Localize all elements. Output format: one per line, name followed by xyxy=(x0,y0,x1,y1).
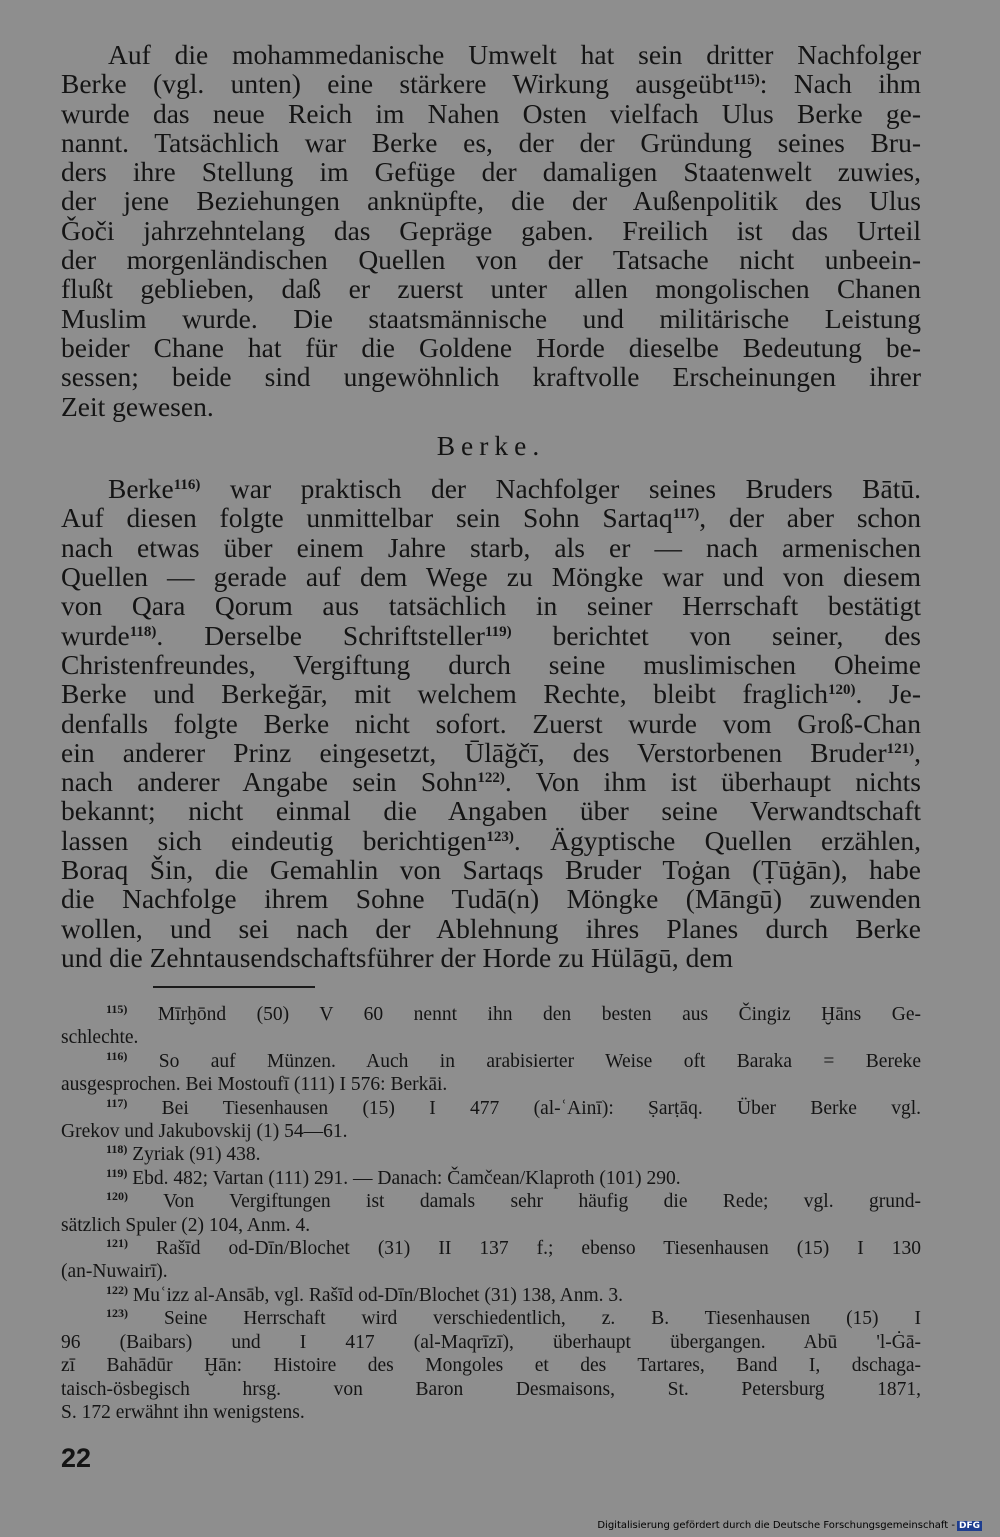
footnote-line: $^{118)}$ Zyriak (91) 438. xyxy=(106,1142,261,1166)
text-line: Berke$^{116)}$ war praktisch der Nachfolger seines Bruders Bātū. xyxy=(108,473,921,505)
text-line: der morgenländischen Quellen von der Tatsache nicht unbeein- xyxy=(61,244,921,276)
text-line: ein anderer Prinz eingesetzt, Ūlāğčī, des Verstorbenen Bruder$^{121)}$, xyxy=(61,736,921,768)
digitization-credit: Digitalisierung gefördert durch die Deutsche Forschungsgemeinschaft - DFG xyxy=(597,1520,980,1531)
footnote-line: sätzlich Spuler (2) 104, Anm. 4. xyxy=(61,1214,311,1236)
text-line: nannt. Tatsächlich war Berke es, der der Gründung seines Bru- xyxy=(61,126,921,158)
footnote-number: 118) xyxy=(106,1142,128,1157)
text-line: von Qara Qorum aus tatsächlich in seiner Herrschaft bestätigt xyxy=(61,590,921,622)
footnote-line: $^{121)}$ Rašīd od-Dīn/Blochet (31) II 137 f.; ebenso Tiesenhausen (15) I 130 xyxy=(106,1236,921,1260)
text-line: Ǧoči jahrzehntelang das Gepräge gaben. Freilich ist das Urteil xyxy=(61,214,921,246)
main-text xyxy=(61,40,921,972)
footnote-ref[interactable]: 123) xyxy=(486,828,514,845)
footnote-line: $^{115)}$ Mīrḫōnd (50) V 60 nennt ihn den besten aus Čingiz Ḫāns Ge- xyxy=(106,1002,922,1025)
footnote-ref[interactable]: 119) xyxy=(484,623,512,640)
text-line: Boraq Šin, die Gemahlin von Sartaqs Bruder Toġan (Ṭūġān), habe xyxy=(61,854,921,886)
footnote-ref[interactable]: 121) xyxy=(886,740,915,757)
footnote-number: 123) xyxy=(106,1306,128,1321)
footnote-line: $^{119)}$ Ebd. 482; Vartan (111) 291. — Danach: Čamčean/Klaproth (101) 290. xyxy=(106,1165,681,1189)
footnote-line: $^{116)}$ So auf Münzen. Auch in arabisierter Weise oft Baraka = Bereke xyxy=(106,1048,921,1072)
text-line: Auf die mohammedanische Umwelt hat sein dritter Nachfolger xyxy=(108,39,921,70)
text-line: Quellen — gerade auf dem Wege zu Möngke war und von diesem xyxy=(61,561,921,593)
footnote-line: $^{120)}$ Von Vergiftungen ist damals sehr häufig die Rede; vgl. grund- xyxy=(106,1189,921,1213)
footnote-number: 116) xyxy=(106,1048,128,1063)
footnote-line: Grekov und Jakubovskij (1) 54—61. xyxy=(61,1121,348,1143)
text-line: Muslim wurde. Die staatsmännische und militärische Leistung xyxy=(61,302,921,334)
footnote-line: zī Bahādūr Ḫān: Histoire des Mongoles et des Tartares, Band I, dschaga- xyxy=(61,1355,921,1377)
text-line: lassen sich eindeutig berichtigen$^{123)}$. Ägyptische Quellen erzählen, xyxy=(61,824,921,856)
footnote-line: taisch-ösbegisch hrsg. von Baron Desmaisons, St. Petersburg 1871, xyxy=(61,1378,921,1400)
footnote-line: $^{122)}$ Muʿizz al-Ansāb, vgl. Rašīd od-Dīn/Blochet (31) 138, Anm. 3. xyxy=(106,1282,624,1306)
text-line: beider Chane hat für die Goldene Horde dieselbe Bedeutung be- xyxy=(61,331,921,363)
text-line: die Nachfolge ihrem Sohne Tudā(n) Möngke (Māngū) zuwenden xyxy=(61,883,921,915)
footnote-ref[interactable]: 115) xyxy=(733,72,760,89)
footnote-line: schlechte. xyxy=(61,1027,139,1049)
footnote-line: $^{123)}$ Seine Herrschaft wird verschiedentlich, z. B. Tiesenhausen (15) I xyxy=(106,1306,921,1330)
text-line: und die Zehntausendschaftsführer der Horde zu Hülāgū, dem xyxy=(61,941,733,973)
section-heading: Berke. xyxy=(436,429,546,461)
footnote-line: S. 172 erwähnt ihn wenigstens. xyxy=(61,1401,305,1423)
text-line: flußt geblieben, daß er zuerst unter allen mongolischen Chanen xyxy=(61,273,921,305)
footnote-line: (an-Nuwairī). xyxy=(61,1261,168,1283)
text-line: Auf diesen folgte unmittelbar sein Sohn Sartaq$^{117)}$, der aber schon xyxy=(61,502,921,534)
text-line: Christenfreundes, Vergiftung durch seine muslimischen Oheime xyxy=(61,648,921,680)
text-line: der jene Beziehungen anknüpfte, die der Außenpolitik des Ulus xyxy=(61,185,921,217)
footnotes xyxy=(61,1003,921,1424)
text-line: bekannt; nicht einmal die Angaben über seine Verwandtschaft xyxy=(61,795,921,827)
dfg-logo: DFG xyxy=(958,1521,980,1531)
footnote-ref[interactable]: 118) xyxy=(129,623,157,640)
footnote-ref[interactable]: 117) xyxy=(672,506,700,523)
text-line: denfalls folgte Berke nicht sofort. Zuerst wurde vom Groß-Chan xyxy=(61,707,921,739)
footnote-number: 115) xyxy=(106,1002,128,1016)
text-line: Berke und Berkeğār, mit welchem Rechte, bleibt fraglich$^{120)}$. Je- xyxy=(61,678,921,710)
footnote-ref[interactable]: 120) xyxy=(827,682,856,699)
footnote-line: 96 (Baibars) und I 417 (al-Maqrīzī), überhaupt übergangen. Abū 'l-Ġā- xyxy=(61,1331,921,1353)
text-line: sessen; beide sind ungewöhnlich kraftvolle Erscheinungen ihrer xyxy=(61,361,921,393)
text-line: wurde das neue Reich im Nahen Osten vielfach Ulus Berke ge- xyxy=(61,97,921,129)
text-line: ders ihre Stellung im Gefüge der damaligen Staatenwelt zuwies, xyxy=(61,156,921,188)
footnote-line: $^{117)}$ Bei Tiesenhausen (15) I 477 (al-ʿAinī): Ṣarṭāq. Über Berke vgl. xyxy=(106,1095,921,1119)
footnote-divider xyxy=(153,986,315,988)
footnote-line: ausgesprochen. Bei Mostoufī (111) I 576: Berkāi. xyxy=(61,1074,448,1096)
text-line: wurde$^{118)}$. Derselbe Schriftsteller$^{119)}$ berichtet von seiner, des xyxy=(61,619,922,651)
footnote-number: 119) xyxy=(106,1165,128,1180)
footnote-number: 121) xyxy=(106,1236,128,1251)
footnote-number: 117) xyxy=(106,1095,128,1110)
footnote-ref[interactable]: 116) xyxy=(173,477,201,494)
text-line: Berke (vgl. unten) eine stärkere Wirkung ausgeübt$^{115)}$: Nach ihm xyxy=(61,68,922,100)
footnote-number: 120) xyxy=(106,1189,128,1204)
page-number: 22 xyxy=(61,1443,92,1473)
text-line: nach anderer Angabe sein Sohn$^{122)}$. Von ihm ist überhaupt nichts xyxy=(61,766,921,798)
berke-paragraph xyxy=(61,474,921,972)
text-line: nach etwas über einem Jahre starb, als er — nach armenischen xyxy=(61,531,921,563)
footnote-ref[interactable]: 122) xyxy=(477,770,505,787)
footnote-number: 122) xyxy=(106,1282,128,1297)
text-line: Zeit gewesen. xyxy=(61,390,214,422)
text-line: wollen, und sei nach der Ablehnung ihres Planes durch Berke xyxy=(61,912,921,944)
